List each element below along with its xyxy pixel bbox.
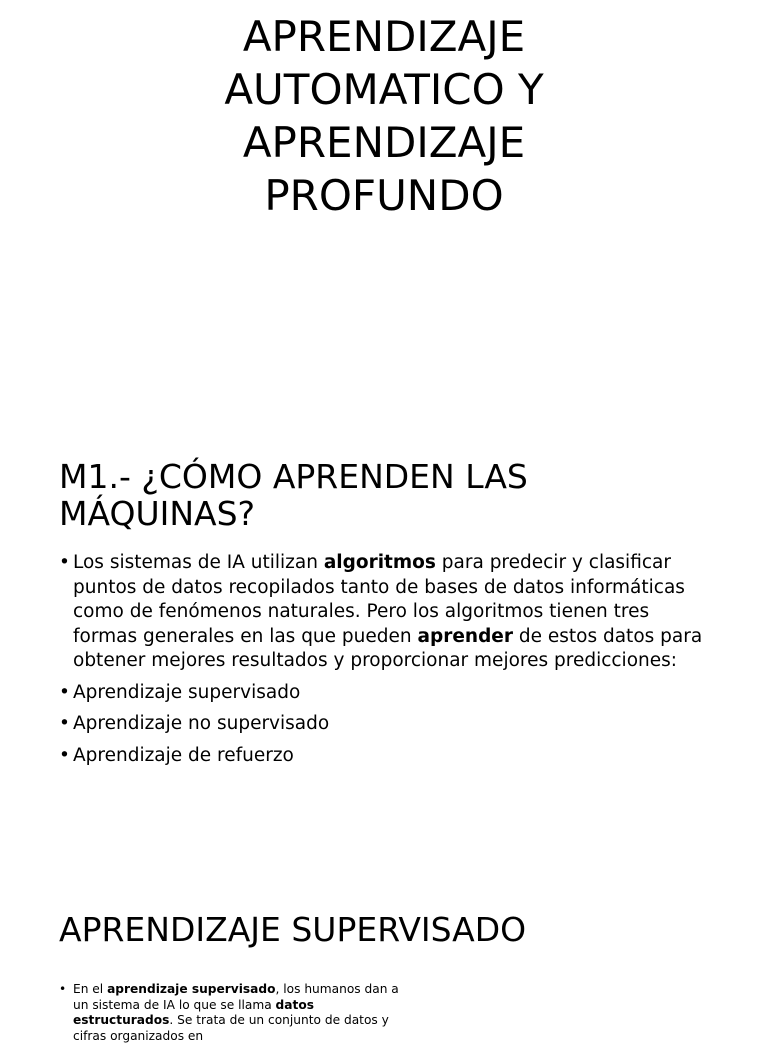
- intro-bold-2: aprender: [417, 625, 513, 647]
- list-item: [59, 551, 719, 674]
- bullet-bold-1: aprendizaje supervisado: [107, 982, 276, 996]
- presentation-title: [0, 10, 768, 222]
- item-reinforcement: Aprendizaje de refuerzo: [73, 744, 294, 766]
- list-item: [59, 681, 719, 706]
- list-item: [59, 744, 719, 769]
- title-line-1: APRENDIZAJE: [242, 12, 526, 61]
- item-supervised: Aprendizaje supervisado: [73, 681, 301, 703]
- slide-heading: APRENDIZAJE SUPERVISADO: [59, 910, 527, 949]
- intro-text-2: para predecir y clasificar puntos de datos recopilados tanto de bases de datos informáticas como de fenómenos naturales. Pero los algoritmos tienen tres formas generales en las que pueden: [73, 552, 685, 647]
- bullet-icon: •: [59, 552, 70, 573]
- slide-how-machines-learn: [0, 455, 768, 855]
- list-item: [59, 982, 399, 1044]
- slide-supervised-learning: [0, 900, 768, 1043]
- slide-heading: M1.- ¿CÓMO APRENDEN LAS MÁQUINAS?: [59, 457, 528, 533]
- intro-text-1: Los sistemas de IA utilizan: [73, 552, 324, 573]
- bullet-bold-2: datos estructurados: [73, 997, 314, 1027]
- item-unsupervised: Aprendizaje no supervisado: [73, 713, 330, 734]
- bullet-text-1: En el: [73, 982, 108, 996]
- bullet-list: [59, 982, 399, 1051]
- title-line-2: AUTOMATICO Y: [224, 65, 544, 114]
- intro-bold-1: algoritmos: [323, 552, 436, 573]
- intro-text-3: de estos datos para obtener mejores resultados y proporcionar mejores predicciones:: [73, 625, 703, 671]
- bullet-icon: •: [59, 744, 70, 766]
- list-item: [59, 712, 719, 737]
- bullet-list: [59, 551, 719, 775]
- title-line-4: PROFUNDO: [264, 171, 504, 220]
- title-line-3: APRENDIZAJE: [242, 118, 526, 167]
- bullet-icon: •: [59, 713, 70, 734]
- slide-title: [0, 0, 768, 430]
- bullet-icon: •: [59, 982, 67, 996]
- bullet-text-2: , los humanos dan a un sistema de IA lo que se llama: [73, 982, 399, 1012]
- bullet-text-3: . Se trata de un conjunto de datos y cifras organizados en: [73, 1013, 389, 1043]
- bullet-icon: •: [59, 681, 70, 703]
